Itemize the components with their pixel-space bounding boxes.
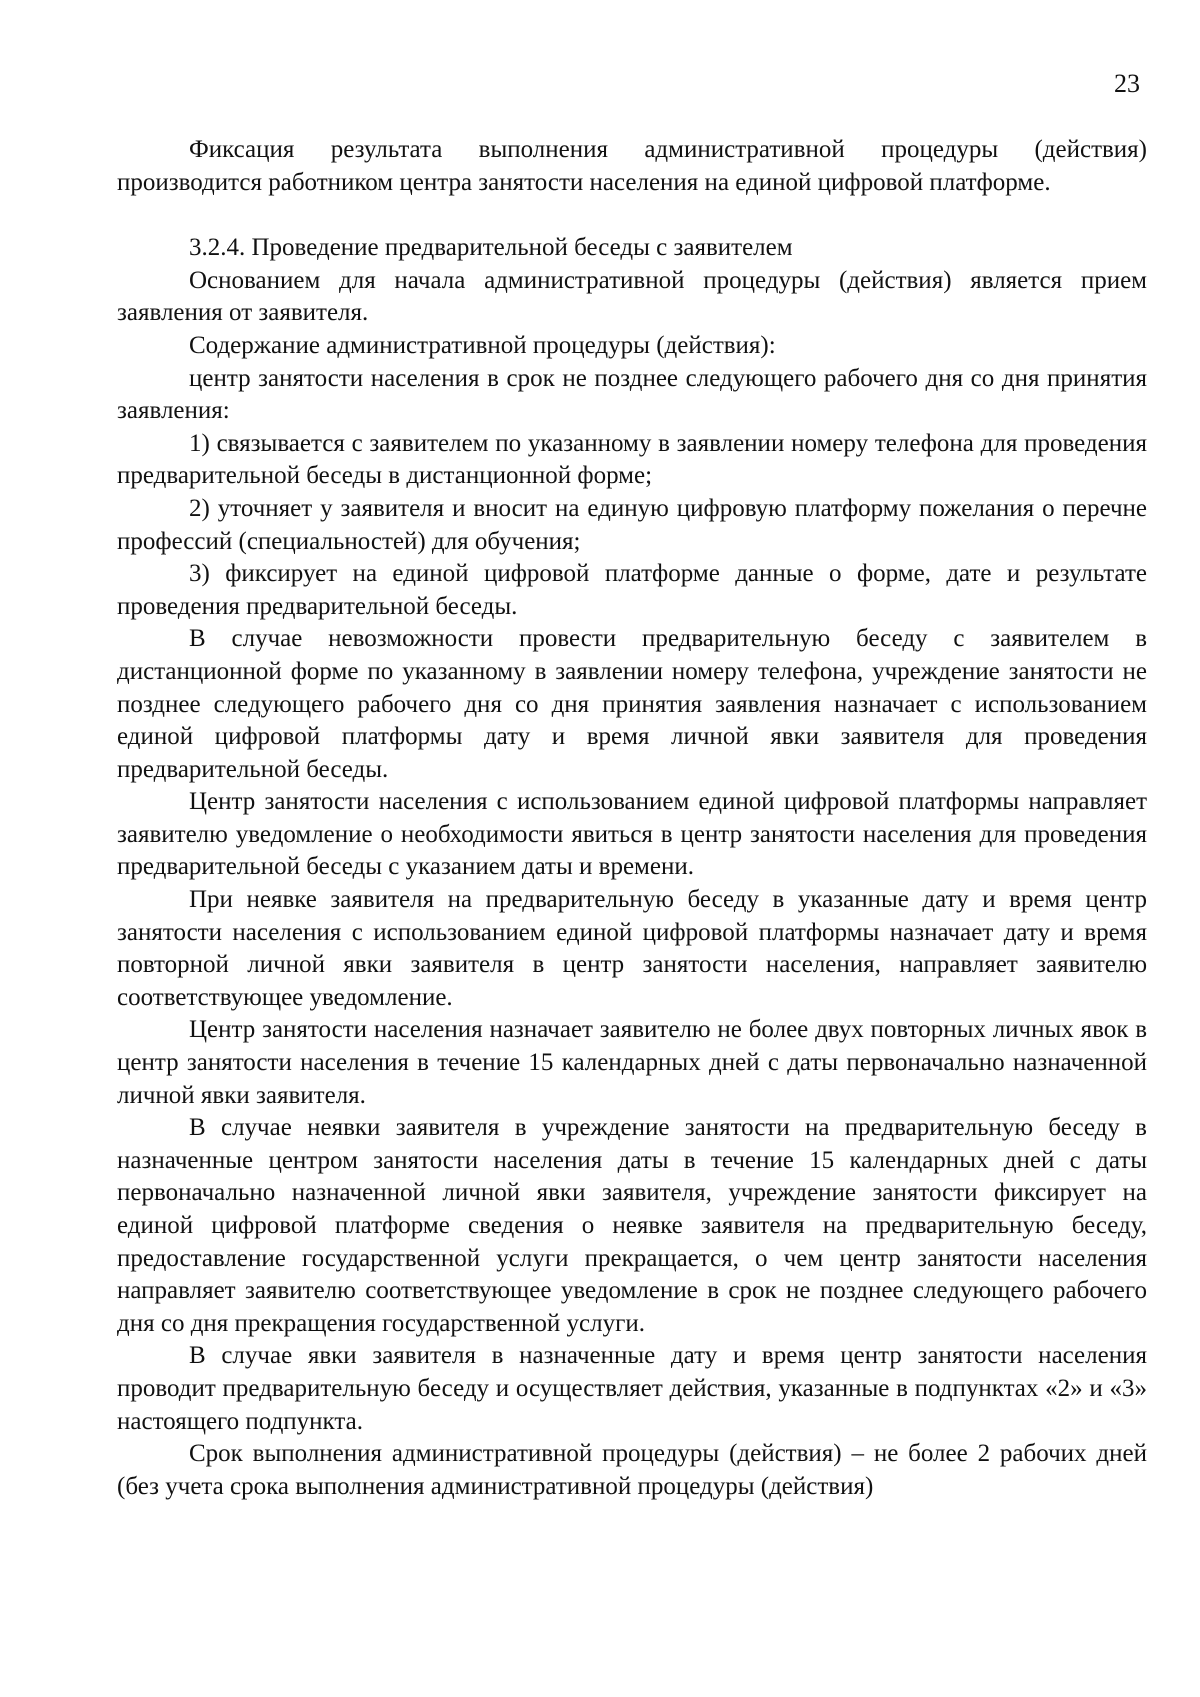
paragraph-impossible-remote: В случае невозможности провести предварительную беседу с заявителем в дистанционной форме по указанному в заявлении номеру телефона, учреждение занятости не позднее следующего рабочего дня со дня принятия заявления назначает с использованием единой цифровой платформы дату и время личной явки заявителя для проведения предварительной беседы. <box>117 625 1147 783</box>
paragraph-content-heading: Содержание административной процедуры (действия): <box>189 331 776 359</box>
paragraph-fixation: Фиксация результата выполнения административной процедуры (действия) производится работником центра занятости населения на единой цифровой платформе. <box>117 136 1147 196</box>
paragraph-deadline-intro: центр занятости населения в срок не позднее следующего рабочего дня со дня принятия заявления: <box>117 364 1147 425</box>
page-number: 23 <box>1114 69 1140 98</box>
paragraph-no-show: При неявке заявителя на предварительную беседу в указанные дату и время центр занятости населения с использованием единой цифровой платформы назначает дату и время повторной личной явки заявителя в центр занятости населения, направляет заявителю соответствующее уведомление. <box>117 886 1147 1011</box>
list-item-2: 2) уточняет у заявителя и вносит на единую цифровую платформу пожелания о перечне профессий (специальностей) для обучения; <box>117 494 1147 555</box>
paragraph-repeat-visits: Центр занятости населения назначает заявителю не более двух повторных личных явок в центр занятости населения в течение 15 календарных дней с даты первоначально назначенной личной явки заявителя. <box>117 1016 1147 1109</box>
paragraph-termination: В случае неявки заявителя в учреждение занятости на предварительную беседу в назначенные центром занятости населения даты в течение 15 календарных дней с даты первоначально назначенной личной явки заявителя, учреждение занятости фиксирует на единой цифровой платформе сведения о неявке заявителя на предварительную беседу, предоставление государственной услуги прекращается, о чем центр занятости населения направляет заявителю соответствующее уведомление в срок не позднее следующего рабочего дня со дня прекращения государственной услуги. <box>117 1114 1147 1337</box>
document-body <box>117 134 1147 1503</box>
paragraph-basis: Основанием для начала административной процедуры (действия) является прием заявления от заявителя. <box>117 266 1147 327</box>
paragraph-notification: Центр занятости населения с использованием единой цифровой платформы направляет заявителю уведомление о необходимости явиться в центр занятости населения для проведения предварительной беседы с указанием даты и времени. <box>117 788 1147 881</box>
paragraph-duration: Срок выполнения административной процедуры (действия) – не более 2 рабочих дней (без учета срока выполнения административной процедуры (действия) <box>117 1440 1147 1500</box>
section-heading-3-2-4: 3.2.4. Проведение предварительной беседы с заявителем <box>189 234 793 262</box>
paragraph-attendance: В случае явки заявителя в назначенные дату и время центр занятости населения проводит предварительную беседу и осуществляет действия, указанные в подпунктах «2» и «3» настоящего подпункта. <box>117 1342 1147 1435</box>
list-item-1: 1) связывается с заявителем по указанному в заявлении номеру телефона для проведения предварительной беседы в дистанционной форме; <box>117 429 1147 490</box>
list-item-3: 3) фиксирует на единой цифровой платформе данные о форме, дате и результате проведения предварительной беседы. <box>117 560 1147 620</box>
paragraph-gap <box>117 199 1147 232</box>
